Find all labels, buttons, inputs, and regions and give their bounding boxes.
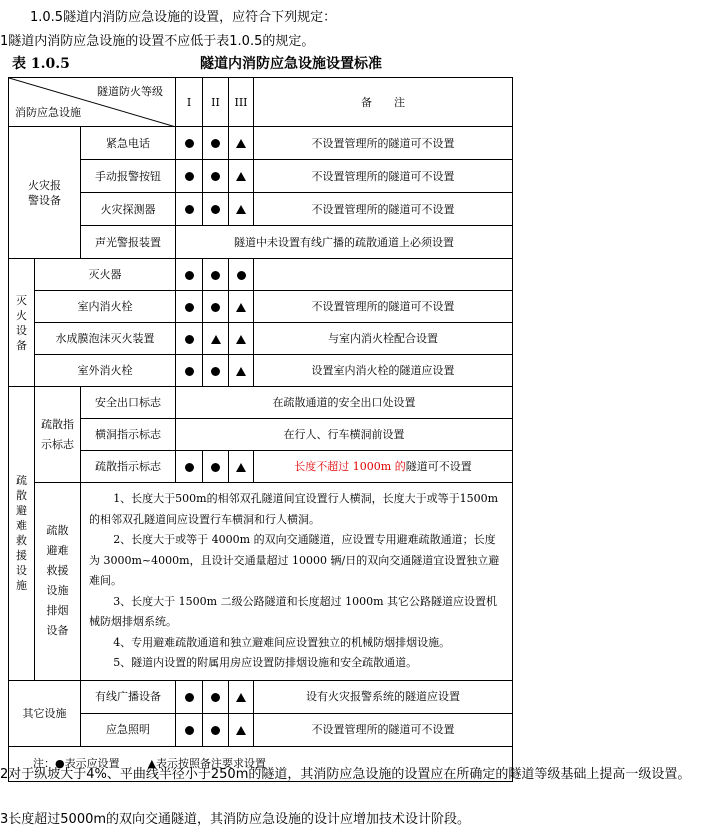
- grade-mark: [203, 713, 229, 746]
- grade-mark: [229, 713, 254, 746]
- smoke-requirements: [81, 483, 513, 681]
- requirement-1: 1、长度大于500m的相邻双孔隧道间宜设置行人横洞，长度大于或等于1500m的相邻双孔隧道间应设置行车横洞和行人横洞。: [89, 492, 499, 526]
- row-fire-detector: 火灾探测器: [81, 193, 176, 226]
- grade-mark: [229, 355, 254, 387]
- requirement-3: 3、长度大于 1500m 二级公路隧道和长度超过 1000m 其它公路隧道应设置机械防烟排烟系统。: [89, 594, 498, 628]
- clause-heading: 1.0.5隧道内消防应急设施的设置，应符合下列规定：: [30, 10, 337, 25]
- grade-mark: [203, 291, 229, 323]
- header-facility: 消防应急设施: [15, 106, 81, 119]
- grade-mark: [229, 291, 254, 323]
- grade-mark: [176, 323, 203, 355]
- header-grade-2: II: [203, 78, 229, 127]
- grade-mark: [176, 259, 203, 291]
- remark: 不设置管理所的隧道可不设置: [254, 127, 513, 160]
- grade-mark: [203, 680, 229, 713]
- requirement-5: 5、隧道内设置的附属用房应设置防排烟设施和安全疏散通道。: [113, 656, 418, 669]
- row-manual-alarm: 手动报警按钮: [81, 160, 176, 193]
- remark: 设有火灾报警系统的隧道应设置: [254, 680, 513, 713]
- table-label: 表 1.0.5: [12, 56, 70, 72]
- item-3: 3长度超过5000m的双向交通隧道，其消防应急设施的设计应增加技术设计阶段。: [0, 812, 471, 827]
- grade-mark: [176, 451, 203, 483]
- row-emergency-light: 应急照明: [81, 713, 176, 746]
- grade-mark: [229, 680, 254, 713]
- row-foam: 水成膜泡沫灭火装置: [35, 323, 176, 355]
- grade-mark: [203, 193, 229, 226]
- group-other: 其它设施: [9, 680, 81, 746]
- table-title: 隧道内消防应急设施设置标准: [200, 56, 382, 72]
- row-indoor-hydrant: 室内消火栓: [35, 291, 176, 323]
- row-broadcast: 有线广播设备: [81, 680, 176, 713]
- group-evac-sign: 疏散指示标志: [35, 387, 81, 483]
- header-tunnel-grade: 隧道防火等级: [97, 85, 163, 98]
- remark: 不设置管理所的隧道可不设置: [254, 160, 513, 193]
- grade-mark: [229, 259, 254, 291]
- row-evac-direction-sign: 疏散指示标志: [81, 451, 176, 483]
- row-exit-sign: 安全出口标志: [81, 387, 176, 419]
- grade-mark: [203, 355, 229, 387]
- row-emergency-phone: 紧急电话: [81, 127, 176, 160]
- remark: 设置室内消火栓的隧道应设置: [254, 355, 513, 387]
- grade-mark: [176, 127, 203, 160]
- grade-mark: [229, 451, 254, 483]
- grade-mark: [203, 127, 229, 160]
- grade-mark: [229, 193, 254, 226]
- remark-highlight: 长度不超过 1000m 的: [294, 460, 406, 473]
- group-fire-extinguish: 灭 火 设 备: [9, 259, 35, 387]
- header-grade-1: I: [176, 78, 203, 127]
- remark: [254, 259, 513, 291]
- remark: 与室内消火栓配合设置: [254, 323, 513, 355]
- grade-mark: [203, 323, 229, 355]
- requirement-2: 2、长度大于或等于 4000m 的双向交通隧道，应设置专用避难疏散通道；长度为 3000m~4000m，且设计交通量超过 10000 辆/日的双向交通隧道宜设置独立避难间。: [89, 533, 500, 587]
- grade-mark: [229, 160, 254, 193]
- grade-mark: [203, 451, 229, 483]
- remark: 不设置管理所的隧道可不设置: [254, 193, 513, 226]
- item-1: 1隧道内消防应急设施的设置不应低于表1.0.5的规定。: [0, 34, 315, 49]
- item-2: 2对于纵坡大于4%、平曲线半径小于250m的隧道，其消防应急设施的设置应在所确定的隧道等级基础上提高一级设置。: [0, 767, 691, 782]
- grade-mark: [176, 193, 203, 226]
- grade-mark: [203, 259, 229, 291]
- grade-mark: [176, 355, 203, 387]
- grade-mark: [203, 160, 229, 193]
- remark: 不设置管理所的隧道可不设置: [254, 713, 513, 746]
- table-note: 注：●表示应设置 ▲表示按照备注要求设置: [9, 746, 513, 781]
- grade-mark: [176, 160, 203, 193]
- grade-mark: [229, 323, 254, 355]
- group-evac-smoke: 疏散避难救援设施排烟设备: [35, 483, 81, 681]
- group-fire-alarm: 火灾报警设备: [9, 127, 81, 259]
- remark: 在疏散通道的安全出口处设置: [176, 387, 513, 419]
- grade-mark: [176, 713, 203, 746]
- header-grade-3: III: [229, 78, 254, 127]
- row-extinguisher: 灭火器: [35, 259, 176, 291]
- group-evacuation: 疏 散 避 难 救 援 设 施: [9, 387, 35, 681]
- row-outdoor-hydrant: 室外消火栓: [35, 355, 176, 387]
- row-sound-light: 声光警报装置: [81, 226, 176, 259]
- grade-mark: [229, 127, 254, 160]
- row-cross-sign: 横洞指示标志: [81, 419, 176, 451]
- remark: 长度不超过 1000m 的隧道可不设置: [254, 451, 513, 483]
- grade-mark: [176, 291, 203, 323]
- fire-facility-table: [8, 77, 513, 782]
- header-diagonal-cell: [9, 78, 176, 127]
- requirement-4: 4、专用避难疏散通道和独立避难间应设置独立的机械防烟排烟设施。: [113, 635, 451, 649]
- remark: 不设置管理所的隧道可不设置: [254, 291, 513, 323]
- grade-mark: [176, 680, 203, 713]
- header-remarks: 备 注: [254, 78, 513, 127]
- remark: 在行人、行车横洞前设置: [176, 419, 513, 451]
- remark: 隧道中未设置有线广播的疏散通道上必须设置: [176, 226, 513, 259]
